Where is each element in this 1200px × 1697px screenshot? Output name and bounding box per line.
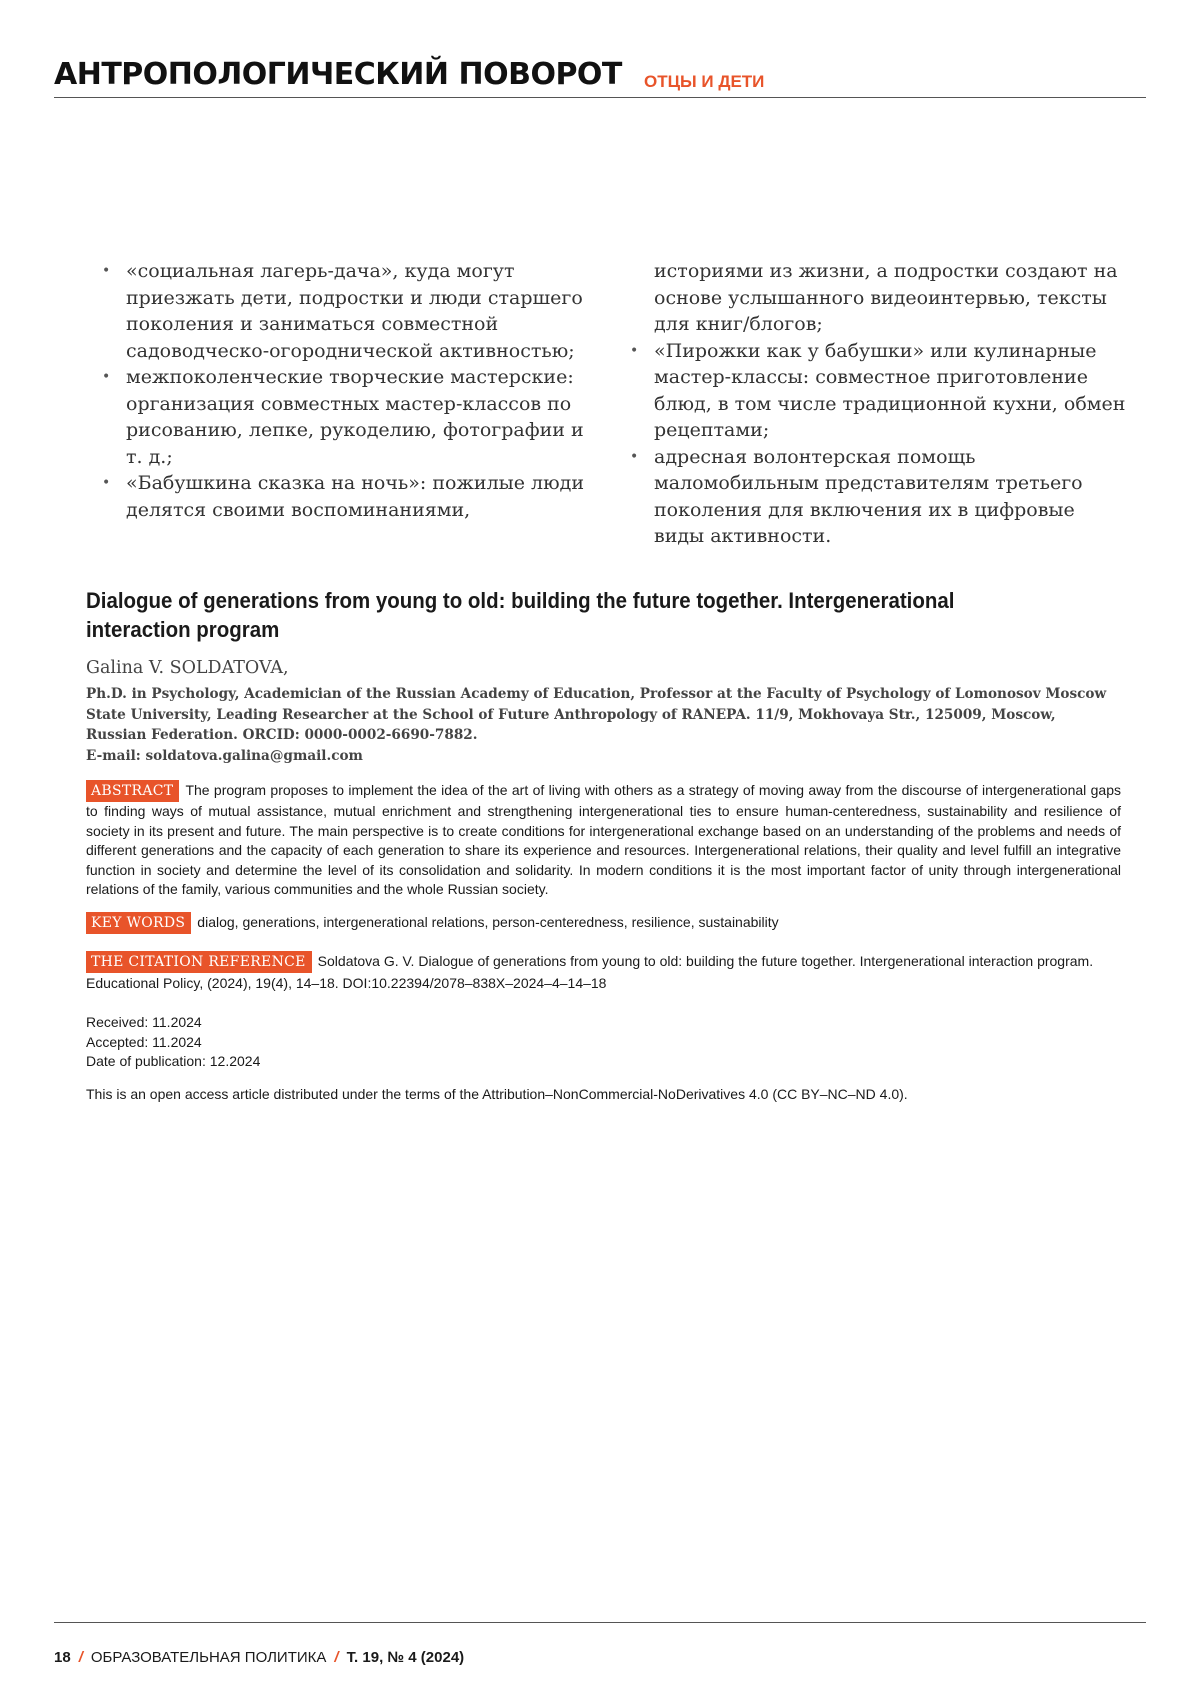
list-item [100, 258, 600, 364]
list-item [628, 338, 1128, 444]
list-item-text: «социальная лагерь-дача», куда могут приезжать дети, подростки и люди старшего поколения и заниматься совместной садоводческо-огороднической активностью; [126, 260, 583, 362]
bullet-icon: • [102, 263, 111, 279]
list-item-text: «Бабушкина сказка на ночь»: пожилые люди делятся своими воспоминаниями, [126, 472, 585, 521]
left-column [100, 258, 600, 523]
slash-separator-icon: / [78, 1649, 83, 1666]
running-header [54, 55, 1146, 98]
list-item-text: «Пирожки как у бабушки» или кулинарные мастер-классы: совместное приготовление блюд, в том числе традиционной кухни, обмен рецептами; [654, 339, 1126, 441]
bullet-icon: • [630, 448, 639, 465]
article-title: Dialogue of generations from young to old: building the future together. Intergenerational interaction program [86, 588, 955, 642]
citation-text: Soldatova G. V. Dialogue of generations from young to old: building the future together. Intergenerational interaction program. Educational Policy, (2024), 19(4), 14–18. DOI:10.22394/2078–838X–2024–4–14–18 [86, 953, 1094, 991]
citation-reference [86, 951, 1121, 993]
received-date: Received: 11.2024 [86, 1014, 202, 1030]
list-item-text: межпоколенческие творческие мастерские: организация совместных мастер-классов по рисованию, лепке, рукоделию, фотографии и т. д.; [126, 366, 584, 468]
keywords [86, 912, 1121, 934]
bullet-icon: • [630, 342, 639, 359]
right-column [628, 258, 1128, 550]
section-title: АНТРОПОЛОГИЧЕСКИЙ ПОВОРОТ [54, 57, 622, 92]
bullet-icon: • [102, 369, 111, 385]
author-affiliation [86, 684, 1116, 766]
author-email: E-mail: soldatova.galina@gmail.com [86, 747, 363, 764]
keywords-label: KEY WORDS [86, 912, 191, 934]
left-bullet-list [100, 258, 600, 523]
publication-date: Date of publication: 12.2024 [86, 1053, 261, 1070]
bullet-icon: • [102, 475, 111, 491]
list-item [100, 470, 600, 523]
list-item-text: адресная волонтерская помощь маломобильным представителям третьего поколения для включения их в цифровые виды активности. [654, 445, 1083, 547]
abstract [86, 780, 1121, 900]
publication-dates [86, 1013, 260, 1072]
page-footer [54, 1622, 1146, 1666]
footer-row [54, 1649, 464, 1666]
issue-info: Т. 19, № 4 (2024) [346, 1649, 465, 1666]
accepted-date: Accepted: 11.2024 [86, 1033, 202, 1050]
right-bullet-list [628, 338, 1128, 550]
license-note: This is an open access article distributed under the terms of the Attribution–NonCommercial-NoDerivatives 4.0 (CC BY–NC–ND 4.0). [86, 1086, 908, 1102]
list-item [100, 364, 600, 470]
slash-separator-icon: / [334, 1649, 339, 1666]
page-number: 18 [54, 1649, 71, 1666]
list-item-continuation: историями из жизни, а подростки создают на основе услышанного видеоинтервью, тексты для книг/блогов; [654, 260, 1118, 335]
affiliation-text: Ph.D. in Psychology, Academician of the Russian Academy of Education, Professor at the Faculty of Psychology of Lomonosov Moscow State University, Leading Researcher at the School of Future Anthropology of RANEPA. 11/9, Mokhovaya Str., 125009, Moscow, Russian Federation. ORCID: 0000-0002-6690-7882. [86, 686, 1107, 743]
list-item [628, 444, 1128, 550]
subsection-title: ОТЦЫ И ДЕТИ [644, 72, 765, 91]
abstract-text: The program proposes to implement the idea of the art of living with others as a strategy of moving away from the discourse of intergenerational gaps to finding ways of mutual assistance, mutual enrichment and strengthening intergenerational ties to ensure human-centeredness, sustainability and resilience of society in its present and future. The main perspective is to create conditions for intergenerational exchange based on an understanding of the problems and needs of different generations and the capacity of each generation to share its experience and resources. Intergenerational relations, their quality and level fulfill an integrative function in society and determine the level of its consolidation and solidarity. In modern conditions it is the most important factor of unity through intergenerational relations of the family, various communities and the whole Russian society. [86, 782, 1121, 898]
journal-name: ОБРАЗОВАТЕЛЬНАЯ ПОЛИТИКА [90, 1649, 327, 1666]
citation-label: THE CITATION REFERENCE [86, 951, 312, 973]
author-name: Galina V. SOLDATOVA, [86, 658, 289, 678]
keywords-text: dialog, generations, intergenerational relations, person-centeredness, resilience, sustainability [197, 914, 779, 930]
abstract-label: ABSTRACT [86, 780, 179, 802]
